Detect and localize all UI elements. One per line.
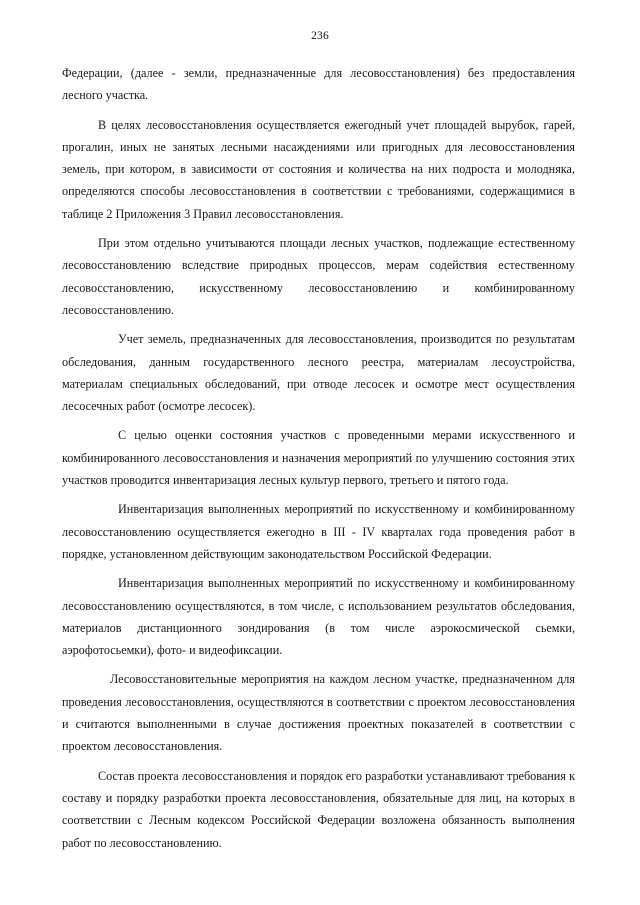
page-number: 236	[311, 30, 329, 42]
paragraph-project-composition: Состав проекта лесовосстановления и порядок его разработки устанавливают требования к составу и порядку разработки проекта лесовосстановления, обязательные для лиц, на которых в соответствии с Лесным кодексом Российской Федерации возложена обязанность выполнения работ по лесовосстановлению.	[62, 768, 575, 850]
body-text	[62, 62, 575, 861]
paragraph-condition-assessment: С целью оценки состояния участков с проведенными мерами искусственного и комбинированного лесовосстановления и назначения мероприятий по улучшению состояния этих участков проводится инвентаризация лесных культур первого, третьего и пятого года.	[62, 428, 575, 488]
paragraph-restoration-measures: Лесовосстановительные мероприятия на каждом лесном участке, предназначенном для проведения лесовосстановления, осуществляются в соответствии с проектом лесовосстановления и считаются выполненными в случае достижения проектных показателей в соответствии с проектом лесовосстановления.	[62, 672, 575, 754]
paragraph-separate-accounting: При этом отдельно учитываются площади лесных участков, подлежащие естественному лесовосстановлению вследствие природных процессов, мерам содействия естественному лесовосстановлению, искусственному лесовосстановлению и комбинированному лесовосстановлению.	[62, 236, 575, 317]
paragraph-inventory-schedule: Инвентаризация выполненных мероприятий по искусственному и комбинированному лесовосстановлению осуществляется ежегодно в III - IV кварталах года проведения работ в порядке, установленном действующим законодательством Российской Федерации.	[62, 502, 575, 561]
paragraph-continuation: Федерации, (далее - земли, предназначенные для лесовосстановления) без предоставления лесного участка.	[62, 66, 575, 103]
paragraph-annual-accounting: В целях лесовосстановления осуществляется ежегодный учет площадей вырубок, гарей, прогалин, иных не занятых лесными насаждениями или пригодных для лесовосстановления земель, при котором, в зависимости от состояния и количества на них подроста и молодняка, определяются способы лесовосстановления в соответствии с требованиями, содержащимися в таблице 2 Приложения 3 Правил лесовосстановления.	[62, 117, 575, 221]
paragraph-inventory-methods: Инвентаризация выполненных мероприятий по искусственному и комбинированному лесовосстановлению осуществляются, в том числе, с использованием результатов обследования, материалов дистанционного зондирования (в том числе аэрокосмической сьемки, аэрофотосьемки), фото- и видеофиксации.	[62, 576, 575, 658]
paragraph-land-accounting: Учет земель, предназначенных для лесовосстановления, производится по результатам обследования, данным государственного лесного реестра, материалам лесоустройства, материалам специальных обследований, при отводе лесосек и осмотре мест осуществления лесосечных работ (осмотре лесосек).	[62, 332, 575, 414]
